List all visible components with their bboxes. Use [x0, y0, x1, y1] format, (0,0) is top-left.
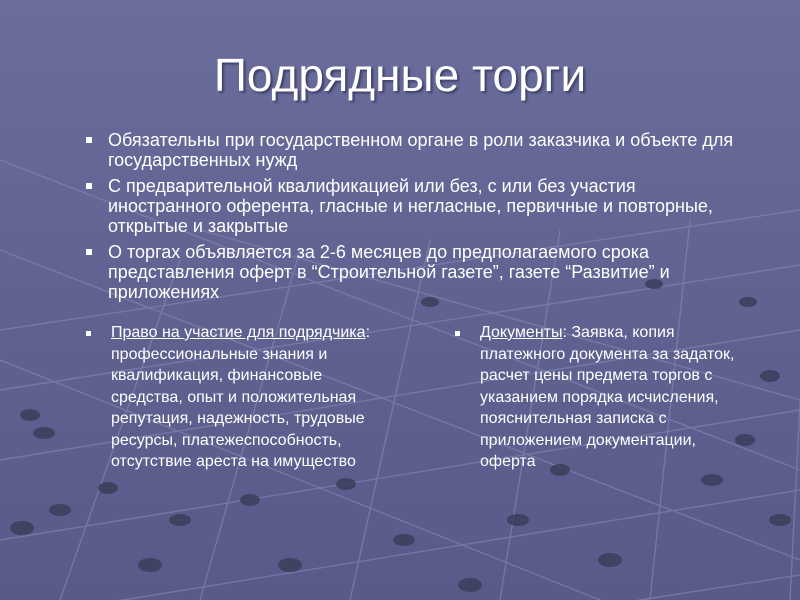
right-column — [455, 322, 755, 473]
right-column-body: : Заявка, копия платежного документа за задаток, расчет цены предмета торгов с указанием порядка исчисления, пояснительная записка с приложением документации, оферта — [480, 324, 735, 470]
bullet-text: С предварительной квалификацией или без, с или без участия иностранного оферента, гласные и негласные, первичные и повторные, открытые и закрытые — [108, 176, 713, 236]
slide-title: Подрядные торги — [213, 49, 587, 101]
left-column-label: Право на участие для подрядчика — [111, 324, 366, 341]
bullet-icon — [86, 249, 92, 255]
right-column-text — [455, 322, 755, 473]
bullet-item — [84, 176, 744, 236]
bullet-list — [84, 130, 744, 308]
left-column — [86, 322, 396, 473]
bullet-item — [84, 242, 744, 302]
bullet-item — [84, 130, 744, 170]
bullet-icon — [86, 183, 92, 189]
bullet-icon — [455, 331, 460, 336]
right-column-label: Документы — [480, 324, 563, 341]
bullet-text: Обязательны при государственном органе в роли заказчика и объекте для государственных нужд — [108, 130, 734, 170]
bullet-icon — [86, 331, 91, 336]
bullet-icon — [86, 137, 92, 143]
bullet-text: О торгах объявляется за 2-6 месяцев до предполагаемого срока представления оферт в “Строительной газете”, газете “Развитие” и приложениях — [108, 242, 670, 302]
left-column-body: : профессиональные знания и квалификация, финансовые средства, опыт и положительная репутация, надежность, трудовые ресурсы, платежеспособность, отсутствие ареста на имущество — [111, 324, 371, 470]
left-column-text — [86, 322, 396, 473]
